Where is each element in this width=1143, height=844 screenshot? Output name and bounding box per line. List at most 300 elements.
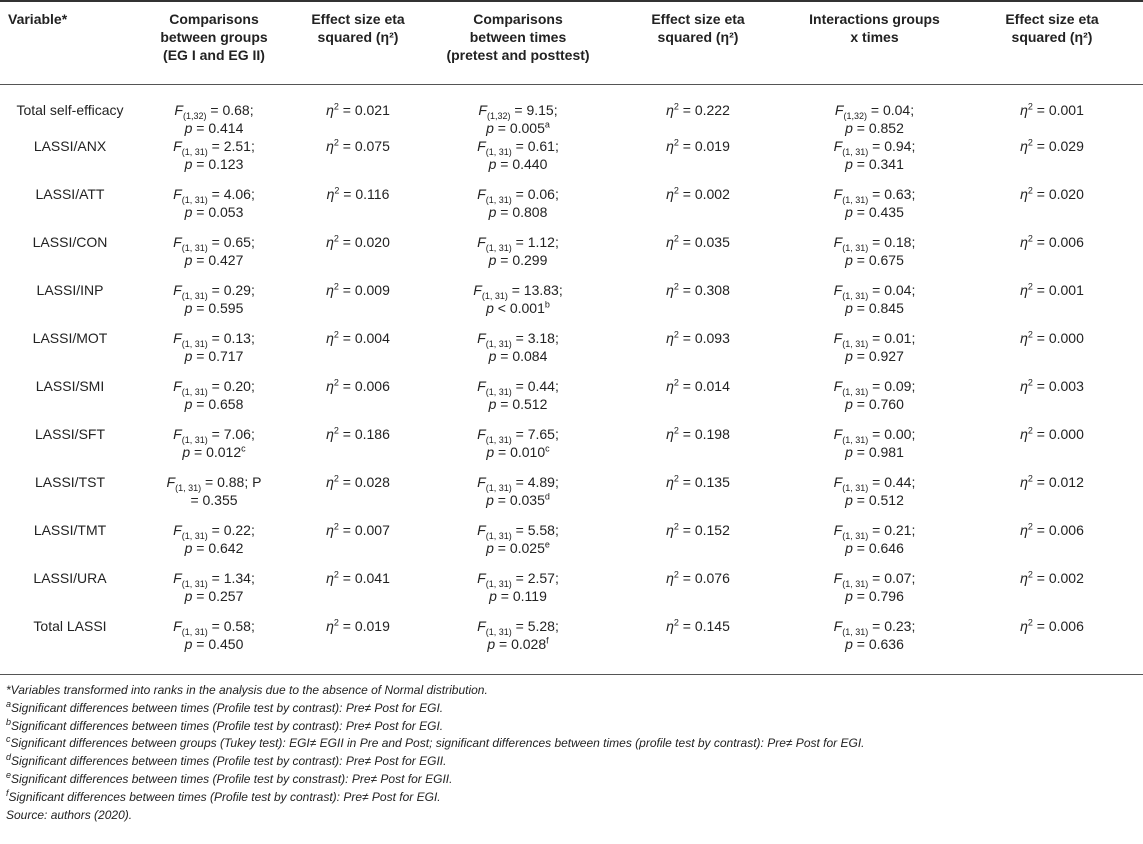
- eta-exponent: 2: [673, 233, 679, 244]
- eta-text: = 0.075: [338, 138, 390, 154]
- eta-exponent: 2: [673, 473, 679, 484]
- eta-cell: [288, 377, 428, 425]
- f-statistic: [140, 377, 288, 395]
- eta-cell: [288, 473, 428, 521]
- column-header-line: between times: [469, 29, 567, 45]
- eta-text: = 0.000: [1032, 426, 1084, 442]
- f-value: = 0.65;: [207, 234, 255, 250]
- degrees-of-freedom: (1, 31): [485, 194, 512, 205]
- eta-text: = 0.006: [338, 378, 390, 394]
- eta-exponent: 2: [673, 101, 679, 112]
- p-value: [140, 251, 288, 269]
- f-value: = 4.06;: [207, 186, 255, 202]
- f-symbol: F: [833, 378, 843, 394]
- stat-cell: [140, 377, 288, 425]
- stat-cell: [788, 521, 961, 569]
- degrees-of-freedom: (1, 31): [181, 242, 208, 253]
- footnote: [6, 735, 1136, 753]
- f-symbol: F: [833, 522, 843, 538]
- f-value: = 2.57;: [511, 570, 559, 586]
- f-value: = 0.29;: [207, 282, 255, 298]
- column-header: [288, 4, 428, 88]
- p-value: [788, 347, 961, 365]
- p-symbol: p: [845, 300, 853, 316]
- eta-symbol: η: [666, 570, 674, 586]
- table-row: [0, 377, 1143, 425]
- stat-cell: [140, 473, 288, 521]
- column-header-line: (EG I and EG II): [163, 47, 265, 63]
- eta-value: [961, 185, 1143, 203]
- eta-value: [608, 569, 788, 587]
- eta-cell: [961, 473, 1143, 521]
- p-text: = 0.012: [190, 444, 242, 460]
- eta-symbol: η: [326, 522, 334, 538]
- eta-exponent: 2: [333, 521, 339, 532]
- p-text: = 0.355: [190, 492, 238, 508]
- degrees-of-freedom: (1, 31): [842, 146, 869, 157]
- eta-text: = 0.009: [338, 282, 390, 298]
- degrees-of-freedom: (1, 31): [485, 578, 512, 589]
- p-symbol: p: [845, 492, 853, 508]
- eta-value: [608, 473, 788, 491]
- f-value: = 0.13;: [207, 330, 255, 346]
- stat-cell: [140, 329, 288, 377]
- eta-symbol: η: [1020, 282, 1028, 298]
- f-value: = 0.04;: [866, 102, 915, 118]
- eta-symbol: η: [326, 234, 334, 250]
- eta-exponent: 2: [1027, 101, 1033, 112]
- p-text: = 0.595: [192, 300, 244, 316]
- footnote-mark: a: [544, 119, 550, 130]
- footnote-mark: c: [241, 443, 246, 454]
- eta-text: = 0.019: [338, 618, 390, 634]
- eta-symbol: η: [1020, 474, 1028, 490]
- eta-value: [288, 473, 428, 491]
- stat-cell: [428, 425, 608, 473]
- p-symbol: p: [845, 204, 853, 220]
- f-symbol: F: [173, 570, 182, 586]
- p-text: = 0.717: [192, 348, 244, 364]
- table-body: [0, 88, 1143, 665]
- eta-exponent: 2: [333, 233, 339, 244]
- variable-name: LASSI/INP: [36, 282, 104, 298]
- eta-cell: [608, 88, 788, 137]
- p-value: [428, 155, 608, 173]
- p-symbol: p: [845, 348, 853, 364]
- eta-symbol: η: [326, 186, 335, 202]
- p-value: [428, 395, 608, 413]
- stat-cell: [140, 425, 288, 473]
- eta-value: [961, 425, 1143, 443]
- f-symbol: F: [833, 138, 843, 154]
- f-symbol: F: [477, 234, 486, 250]
- f-value: = 0.21;: [868, 522, 916, 538]
- f-symbol: F: [833, 282, 843, 298]
- f-symbol: F: [477, 138, 486, 154]
- footnote-mark: e: [544, 539, 550, 550]
- p-symbol: p: [486, 492, 494, 508]
- degrees-of-freedom: (1, 31): [181, 530, 208, 541]
- eta-cell: [961, 88, 1143, 137]
- p-symbol: p: [184, 300, 193, 316]
- f-statistic: [788, 281, 961, 299]
- f-value: = 0.22;: [207, 522, 255, 538]
- eta-value: [608, 137, 788, 155]
- footnote: [6, 807, 1136, 825]
- eta-value: [961, 617, 1143, 635]
- eta-cell: [288, 185, 428, 233]
- degrees-of-freedom: (1,32): [182, 110, 207, 121]
- variable-name: Total self-efficacy: [16, 102, 124, 118]
- variable-name: LASSI/SMI: [35, 378, 105, 394]
- stat-cell: [428, 377, 608, 425]
- p-symbol: p: [845, 588, 853, 604]
- f-symbol: F: [477, 522, 486, 538]
- column-header-line: Effect size eta: [651, 11, 745, 27]
- f-value: = 0.68;: [206, 102, 254, 118]
- eta-cell: [288, 521, 428, 569]
- degrees-of-freedom: (1, 31): [842, 338, 869, 349]
- footnote-mark: c: [545, 443, 550, 454]
- footnote-text: Significant differences between times (Profile test by contrast): Pre≠ Post for EGI.: [11, 718, 444, 733]
- degrees-of-freedom: (1,32): [486, 110, 511, 121]
- eta-value: [608, 329, 788, 347]
- f-statistic: [140, 137, 288, 155]
- f-statistic: [428, 101, 608, 119]
- p-symbol: p: [486, 540, 494, 556]
- eta-symbol: η: [666, 186, 674, 202]
- eta-symbol: η: [1020, 522, 1028, 538]
- f-symbol: F: [478, 102, 487, 118]
- f-statistic: [428, 473, 608, 491]
- f-symbol: F: [477, 474, 486, 490]
- eta-exponent: 2: [673, 521, 679, 532]
- f-statistic: [428, 425, 608, 443]
- f-value: = 0.94;: [868, 138, 916, 154]
- eta-symbol: η: [326, 426, 334, 442]
- p-text: = 0.760: [852, 396, 904, 412]
- stat-cell: [428, 233, 608, 281]
- variable-name: LASSI/ANX: [33, 138, 107, 154]
- eta-text: = 0.145: [678, 618, 730, 634]
- p-text: = 0.005: [493, 120, 545, 136]
- column-header-line: Variable*: [8, 11, 68, 27]
- footnote-text: Significant differences between times (Profile test by contrast): Pre≠ Post for EGII.: [11, 754, 447, 769]
- footnote-mark: c: [6, 734, 11, 745]
- eta-symbol: η: [666, 102, 674, 118]
- p-value: [140, 491, 288, 509]
- eta-value: [288, 185, 428, 203]
- eta-cell: [288, 233, 428, 281]
- degrees-of-freedom: (1, 31): [181, 434, 208, 445]
- p-text: = 0.123: [192, 156, 244, 172]
- p-symbol: p: [184, 588, 193, 604]
- p-value: [788, 539, 961, 557]
- f-value: = 13.83;: [507, 282, 563, 298]
- column-header-line: Comparisons: [473, 11, 563, 27]
- p-symbol: p: [184, 252, 193, 268]
- p-text: = 0.427: [192, 252, 244, 268]
- p-value: [140, 203, 288, 221]
- p-value: [788, 203, 961, 221]
- p-text: = 0.010: [494, 444, 546, 460]
- eta-text: = 0.035: [678, 234, 730, 250]
- f-statistic: [140, 329, 288, 347]
- degrees-of-freedom: (1, 31): [485, 530, 512, 541]
- f-statistic: [140, 521, 288, 539]
- eta-value: [608, 425, 788, 443]
- f-symbol: F: [173, 282, 182, 298]
- stat-cell: [788, 185, 961, 233]
- p-value: [788, 443, 961, 461]
- eta-text: = 0.116: [339, 186, 390, 202]
- eta-exponent: 2: [673, 425, 679, 436]
- footnote-text: Significant differences between times (Profile test by constrast): Pre≠ Post for EGII.: [11, 771, 453, 786]
- eta-text: = 0.001: [1032, 102, 1084, 118]
- column-header-line: Effect size eta: [1005, 11, 1099, 27]
- eta-symbol: η: [326, 138, 334, 154]
- p-value: [428, 491, 608, 509]
- eta-cell: [608, 569, 788, 617]
- stat-cell: [788, 425, 961, 473]
- eta-exponent: 2: [1027, 137, 1033, 148]
- p-text: = 0.035: [493, 492, 545, 508]
- eta-value: [288, 137, 428, 155]
- f-symbol: F: [173, 522, 182, 538]
- eta-symbol: η: [666, 282, 674, 298]
- eta-text: = 0.152: [678, 522, 730, 538]
- eta-cell: [608, 617, 788, 665]
- stat-cell: [788, 473, 961, 521]
- eta-cell: [288, 281, 428, 329]
- degrees-of-freedom: (1, 31): [485, 146, 512, 157]
- eta-exponent: 2: [1027, 377, 1033, 388]
- eta-cell: [961, 521, 1143, 569]
- eta-text: = 0.076: [678, 570, 730, 586]
- p-symbol: p: [488, 396, 497, 412]
- f-symbol: F: [833, 618, 843, 634]
- f-symbol: F: [477, 186, 486, 202]
- stat-cell: [428, 88, 608, 137]
- footnote: [6, 718, 1136, 736]
- f-symbol: F: [833, 234, 843, 250]
- p-text: = 0.053: [192, 204, 244, 220]
- f-value: = 0.63;: [868, 186, 916, 202]
- table-row: [0, 185, 1143, 233]
- eta-symbol: η: [326, 618, 334, 634]
- f-statistic: [788, 185, 961, 203]
- degrees-of-freedom: (1, 31): [175, 482, 202, 493]
- eta-text: = 0.020: [1032, 186, 1084, 202]
- degrees-of-freedom: (1, 31): [842, 290, 869, 301]
- p-text: = 0.257: [192, 588, 244, 604]
- column-header-line: between groups: [160, 29, 268, 45]
- eta-value: [288, 617, 428, 635]
- eta-symbol: η: [666, 426, 674, 442]
- p-value: [788, 155, 961, 173]
- p-value: [428, 587, 608, 605]
- f-statistic: [428, 137, 608, 155]
- degrees-of-freedom: (1, 31): [842, 194, 869, 205]
- eta-cell: [608, 185, 788, 233]
- f-statistic: [428, 329, 608, 347]
- p-symbol: p: [184, 396, 193, 412]
- degrees-of-freedom: (1, 31): [842, 434, 869, 445]
- eta-value: [288, 329, 428, 347]
- eta-symbol: η: [666, 378, 674, 394]
- f-value: = 0.44;: [868, 474, 916, 490]
- f-statistic: [788, 569, 961, 587]
- column-header: [961, 4, 1143, 88]
- p-symbol: p: [845, 120, 853, 136]
- stat-cell: [428, 473, 608, 521]
- p-symbol: p: [845, 252, 853, 268]
- eta-symbol: η: [326, 102, 334, 118]
- footnote-mark: e: [6, 769, 12, 780]
- p-text: = 0.450: [192, 636, 244, 652]
- table-row: [0, 569, 1143, 617]
- eta-text: = 0.001: [1032, 282, 1084, 298]
- column-header: [0, 4, 140, 88]
- f-symbol: F: [477, 378, 486, 394]
- variable-name: LASSI/MOT: [32, 330, 108, 346]
- p-text: = 0.084: [496, 348, 548, 364]
- eta-exponent: 2: [333, 569, 339, 580]
- f-value: = 9.15;: [510, 102, 558, 118]
- p-symbol: p: [845, 156, 853, 172]
- p-symbol: p: [845, 636, 853, 652]
- p-text: = 0.341: [852, 156, 904, 172]
- stat-cell: [788, 281, 961, 329]
- column-header: [608, 4, 788, 88]
- stat-cell: [140, 521, 288, 569]
- p-text: = 0.512: [496, 396, 548, 412]
- eta-cell: [961, 377, 1143, 425]
- eta-value: [608, 377, 788, 395]
- degrees-of-freedom: (1, 31): [842, 242, 869, 253]
- eta-exponent: 2: [333, 425, 339, 436]
- table-row: [0, 521, 1143, 569]
- f-statistic: [428, 617, 608, 635]
- f-symbol: F: [173, 186, 182, 202]
- eta-value: [961, 521, 1143, 539]
- footnote-mark: d: [544, 491, 550, 502]
- f-statistic: [140, 569, 288, 587]
- degrees-of-freedom: (1, 31): [181, 626, 208, 637]
- p-value: [788, 395, 961, 413]
- eta-text: = 0.003: [1032, 378, 1084, 394]
- eta-symbol: η: [666, 330, 674, 346]
- eta-text: = 0.222: [678, 102, 730, 118]
- f-statistic: [140, 473, 288, 491]
- degrees-of-freedom: (1, 31): [181, 338, 208, 349]
- eta-exponent: 2: [673, 569, 679, 580]
- column-header-line: Comparisons: [169, 11, 259, 27]
- eta-cell: [608, 521, 788, 569]
- eta-cell: [961, 281, 1143, 329]
- p-text: = 0.299: [496, 252, 548, 268]
- eta-value: [961, 569, 1143, 587]
- eta-value: [608, 101, 788, 119]
- eta-text: = 0.020: [338, 234, 390, 250]
- p-symbol: p: [184, 120, 193, 136]
- p-symbol: p: [489, 588, 497, 604]
- p-value: [788, 587, 961, 605]
- eta-cell: [288, 329, 428, 377]
- stat-cell: [788, 377, 961, 425]
- eta-value: [961, 377, 1143, 395]
- eta-cell: [608, 137, 788, 185]
- stat-cell: [140, 233, 288, 281]
- eta-value: [288, 377, 428, 395]
- p-text: = 0.414: [192, 120, 244, 136]
- table-footnotes: [6, 682, 1136, 824]
- degrees-of-freedom: (1, 31): [842, 530, 869, 541]
- f-symbol: F: [173, 426, 182, 442]
- eta-cell: [961, 329, 1143, 377]
- f-value: = 0.01;: [868, 330, 916, 346]
- p-text: = 0.658: [192, 396, 244, 412]
- stat-cell: [428, 137, 608, 185]
- variable-name: Total LASSI: [33, 618, 107, 634]
- eta-text: = 0.041: [338, 570, 390, 586]
- f-statistic: [140, 425, 288, 443]
- eta-text: = 0.002: [1032, 570, 1084, 586]
- p-value: [428, 299, 608, 317]
- column-header-line: Interactions groups: [809, 11, 940, 27]
- eta-exponent: 2: [673, 185, 679, 196]
- eta-cell: [608, 329, 788, 377]
- column-header-line: x times: [850, 29, 899, 45]
- results-table: [0, 4, 1143, 665]
- eta-text: = 0.028: [338, 474, 390, 490]
- header-row: [0, 4, 1143, 88]
- eta-value: [961, 281, 1143, 299]
- eta-cell: [288, 569, 428, 617]
- stat-cell: [428, 521, 608, 569]
- eta-cell: [961, 569, 1143, 617]
- f-symbol: F: [473, 282, 482, 298]
- table-row: [0, 88, 1143, 137]
- f-symbol: F: [477, 570, 486, 586]
- eta-exponent: 2: [1027, 425, 1033, 436]
- eta-text: = 0.308: [678, 282, 730, 298]
- f-statistic: [140, 617, 288, 635]
- eta-exponent: 2: [1027, 329, 1033, 340]
- column-header-line: squared (η²): [657, 29, 739, 45]
- degrees-of-freedom: (1, 31): [485, 482, 512, 493]
- eta-value: [608, 617, 788, 635]
- f-statistic: [428, 569, 608, 587]
- degrees-of-freedom: (1, 31): [842, 482, 869, 493]
- f-symbol: F: [833, 474, 843, 490]
- footnote-mark: a: [6, 698, 12, 709]
- f-value: = 1.34;: [207, 570, 255, 586]
- p-value: [140, 299, 288, 317]
- p-symbol: p: [486, 300, 494, 316]
- table-row: [0, 233, 1143, 281]
- stat-cell: [140, 617, 288, 665]
- eta-value: [961, 137, 1143, 155]
- footnote: [6, 771, 1136, 789]
- eta-exponent: 2: [333, 281, 339, 292]
- footnote-mark: d: [6, 752, 12, 763]
- p-value: [428, 251, 608, 269]
- f-value: = 4.89;: [511, 474, 559, 490]
- degrees-of-freedom: (1, 31): [485, 386, 512, 397]
- f-symbol: F: [833, 570, 843, 586]
- eta-value: [608, 233, 788, 251]
